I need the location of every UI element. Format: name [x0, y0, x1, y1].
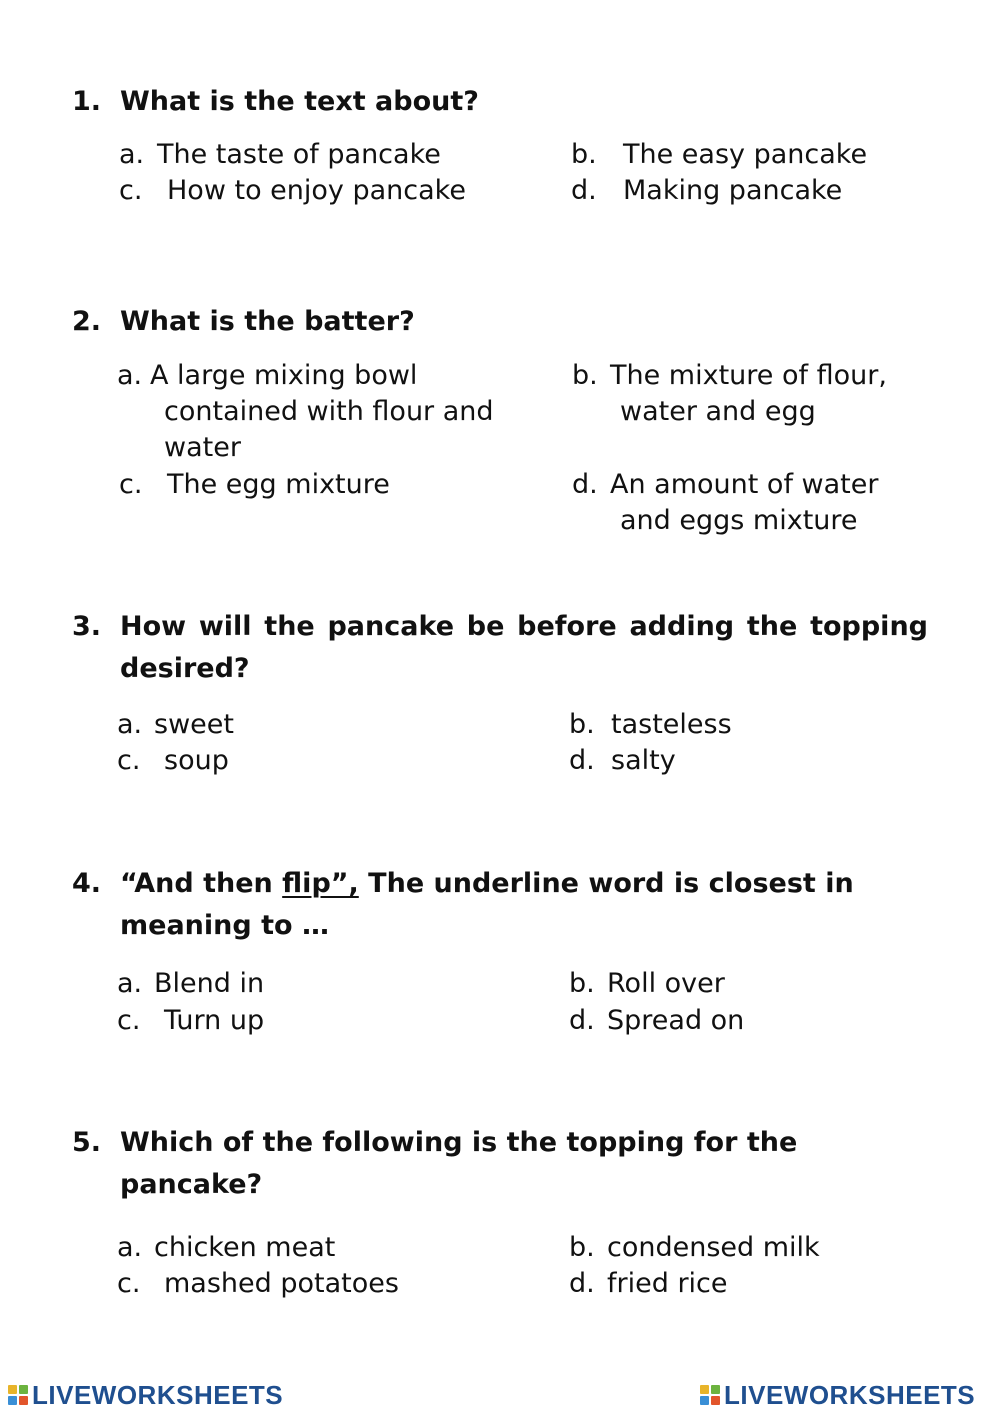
option-1d[interactable]: d. Making pancake — [571, 175, 843, 206]
option-3c[interactable]: c. soup — [117, 745, 229, 776]
option-4d[interactable]: d. Spread on — [569, 1005, 745, 1036]
question-text: What is the batter? — [120, 306, 415, 337]
question-text: “And then flip”, The underline word is closest in meaning to … — [120, 868, 854, 941]
question-1 — [72, 81, 932, 123]
question-number: 2. — [72, 306, 102, 337]
logo-tiles-icon — [700, 1385, 720, 1405]
option-1a[interactable]: a. The taste of pancake — [119, 139, 441, 170]
option-5c[interactable]: c. mashed potatoes — [117, 1268, 399, 1299]
option-2c[interactable]: c. The egg mixture — [119, 469, 390, 500]
question-text: What is the text about? — [120, 86, 479, 117]
question-text: How will the pancake be before adding the topping desired? — [120, 611, 928, 684]
liveworksheets-logo-right[interactable] — [700, 1378, 975, 1412]
liveworksheets-logo-left[interactable] — [8, 1378, 283, 1412]
option-4c[interactable]: c. Turn up — [117, 1005, 265, 1036]
option-3b[interactable]: b. tasteless — [569, 709, 732, 740]
option-2b[interactable]: b. The mixture of flour, water and egg — [572, 360, 887, 427]
question-5 — [72, 1122, 832, 1206]
option-3a[interactable]: a. sweet — [117, 709, 234, 740]
logo-tiles-icon — [8, 1385, 28, 1405]
question-3 — [72, 606, 928, 690]
option-5a[interactable]: a. chicken meat — [117, 1232, 336, 1263]
question-number: 3. — [72, 611, 102, 642]
option-3d[interactable]: d. salty — [569, 745, 676, 776]
question-4 — [72, 863, 872, 947]
underlined-word: flip”, — [282, 868, 359, 899]
option-1c[interactable]: c. How to enjoy pancake — [119, 175, 466, 206]
option-2d[interactable]: d. An amount of water and eggs mixture — [572, 469, 879, 536]
question-number: 4. — [72, 868, 102, 899]
option-2a[interactable]: a. A large mixing bowl contained with flour and water — [117, 360, 494, 463]
option-4b[interactable]: b. Roll over — [569, 968, 725, 999]
option-4a[interactable]: a. Blend in — [117, 968, 265, 999]
question-number: 1. — [72, 86, 102, 117]
question-text: Which of the following is the topping for the pancake? — [120, 1127, 798, 1200]
option-1b[interactable]: b. The easy pancake — [571, 139, 868, 170]
option-5d[interactable]: d. fried rice — [569, 1268, 728, 1299]
question-2 — [72, 301, 932, 343]
logo-text: LIVEWORKSHEETS — [32, 1379, 284, 1410]
logo-text: LIVEWORKSHEETS — [724, 1379, 976, 1410]
question-number: 5. — [72, 1127, 102, 1158]
option-5b[interactable]: b. condensed milk — [569, 1232, 820, 1263]
